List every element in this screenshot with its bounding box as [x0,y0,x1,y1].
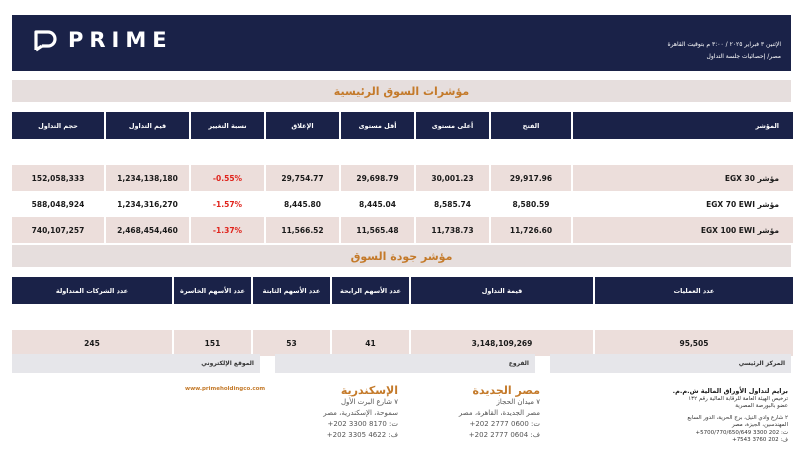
indices-table [10,112,795,243]
branch-city: مصر الجديدة [472,384,540,397]
index-name-cell: مؤشر EGX 30 [573,165,793,191]
value-cell: 2,468,454,460 [106,217,189,243]
hq-address [640,388,788,445]
hq-fax: ف: 202 3760 7543+ [732,437,788,443]
unchanged-cell: 53 [253,330,330,356]
session-date: الإثنين ٣ فبراير ٢٠٢٥ / ٣:٠٠ م بتوقيت القاهرة [667,41,781,48]
branch-address-line: ٧ شارع البرت الأول [340,398,398,406]
change-cell: -0.55% [191,165,264,191]
branch-city: الإسكندرية [340,384,398,397]
hq-line: ترخيص الهيئة العامة للرقابة المالية رقم ١٣٢ [688,395,788,402]
traded-companies-cell: 245 [12,330,172,356]
col-change: نسبة التغيير [191,112,264,139]
table-row [12,165,793,191]
branch-address-line: مصر الجديدة، القاهرة، مصر [458,409,540,417]
branch-address-line: سموحة، الإسكندرية، مصر [323,409,398,417]
branch-fax: ف: 0604 2777 202+ [468,431,540,439]
branch-fax: ف: 4622 3305 202+ [326,431,398,439]
col-value: قيم التداول [106,112,189,139]
value-cell: 1,234,138,180 [106,165,189,191]
branches-label-bar [275,354,535,373]
value-cell: 1,234,316,270 [117,199,178,209]
index-name-cell: مؤشر EGX 100 EWI [573,217,793,243]
branch-phone: ت: 0600 2777 202+ [469,420,540,428]
high-cell: 11,738.73 [416,217,489,243]
open-cell: 8,580.59 [512,199,550,209]
quality-section-title: مؤشر جودة السوق [350,249,453,263]
branches-label: الفروع [508,360,529,367]
col-low: أقل مستوى [341,112,414,139]
col-close: الإغلاق [266,112,339,139]
quality-section-title-bar [12,245,791,267]
col-gainers: عدد الأسهم الرابحة [332,277,409,304]
hq-label: المركز الرئيسي [738,360,785,367]
volume-cell: 152,058,333 [12,165,104,191]
company-name: برايم لتداول الأوراق المالية ش.م.م. [672,387,788,395]
branch-address-line: ٧ ميدان الحجاز [496,398,540,406]
branch-phone: ت: 8170 3300 202+ [327,420,398,428]
brand-name: PRIME [68,28,173,52]
col-open: الفتح [491,112,571,139]
losers-cell: 151 [174,330,251,356]
branch-heliopolis [440,384,540,441]
col-losers: عدد الأسهم الخاسرة [174,277,251,304]
open-cell: 29,917.96 [491,165,571,191]
table-row [12,330,793,356]
indices-section-title-bar [12,80,791,102]
col-turnover: قيمة التداول [411,277,593,304]
col-traded-companies: عدد الشركات المتداولة [12,277,172,304]
table-row [12,191,793,217]
website-label: الموقع الإلكتروني [201,360,254,367]
prime-logo-icon [32,27,58,53]
high-cell: 8,585.74 [433,199,471,209]
volume-cell: 588,048,924 [31,199,85,209]
hq-label-bar [550,354,791,373]
change-cell: -1.37% [191,217,264,243]
quality-table [10,277,795,356]
change-cell: -1.57% [212,199,243,209]
low-cell: 8,445.04 [358,199,396,209]
col-unchanged: عدد الأسهم الثابتة [253,277,330,304]
open-cell: 11,726.60 [491,217,571,243]
indices-section-title: مؤشرات السوق الرئيسية [333,84,470,98]
close-cell: 29,754.77 [266,165,339,191]
table-row [12,217,793,243]
website-link[interactable]: www.primeholdingco.com [185,386,266,392]
hq-line: ٢ شارع وادي النيل، برج الحرية، الدور السابع [687,414,788,421]
indices-header-row [12,112,793,139]
col-high: أعلى مستوى [416,112,489,139]
col-transactions: عدد العمليات [595,277,793,304]
breadcrumb: مصر/ إحصائيات جلسة التداول [706,53,781,60]
close-cell: 11,566.52 [266,217,339,243]
turnover-cell: 3,148,109,269 [411,330,593,356]
high-cell: 30,001.23 [416,165,489,191]
prime-logo[interactable] [32,27,173,53]
col-volume: حجم التداول [12,112,104,139]
gainers-cell: 41 [332,330,409,356]
header-banner [12,15,791,71]
col-index: المؤشر [573,112,793,139]
close-cell: 8,445.80 [283,199,321,209]
hq-line: المهندسين، الجيزة، مصر [731,422,788,428]
quality-header-row [12,277,793,304]
branch-alexandria [298,384,398,441]
website-label-bar [12,354,260,373]
low-cell: 29,698.79 [341,165,414,191]
hq-line: عضو بالبورصة المصرية [735,403,788,409]
hq-phone: ت: 202 3300 5700/770/650/649+ [695,429,788,436]
transactions-cell: 95,505 [595,330,793,356]
index-name-cell: مؤشر EGX 70 EWI [706,199,779,209]
volume-cell: 740,107,257 [12,217,104,243]
low-cell: 11,565.48 [341,217,414,243]
